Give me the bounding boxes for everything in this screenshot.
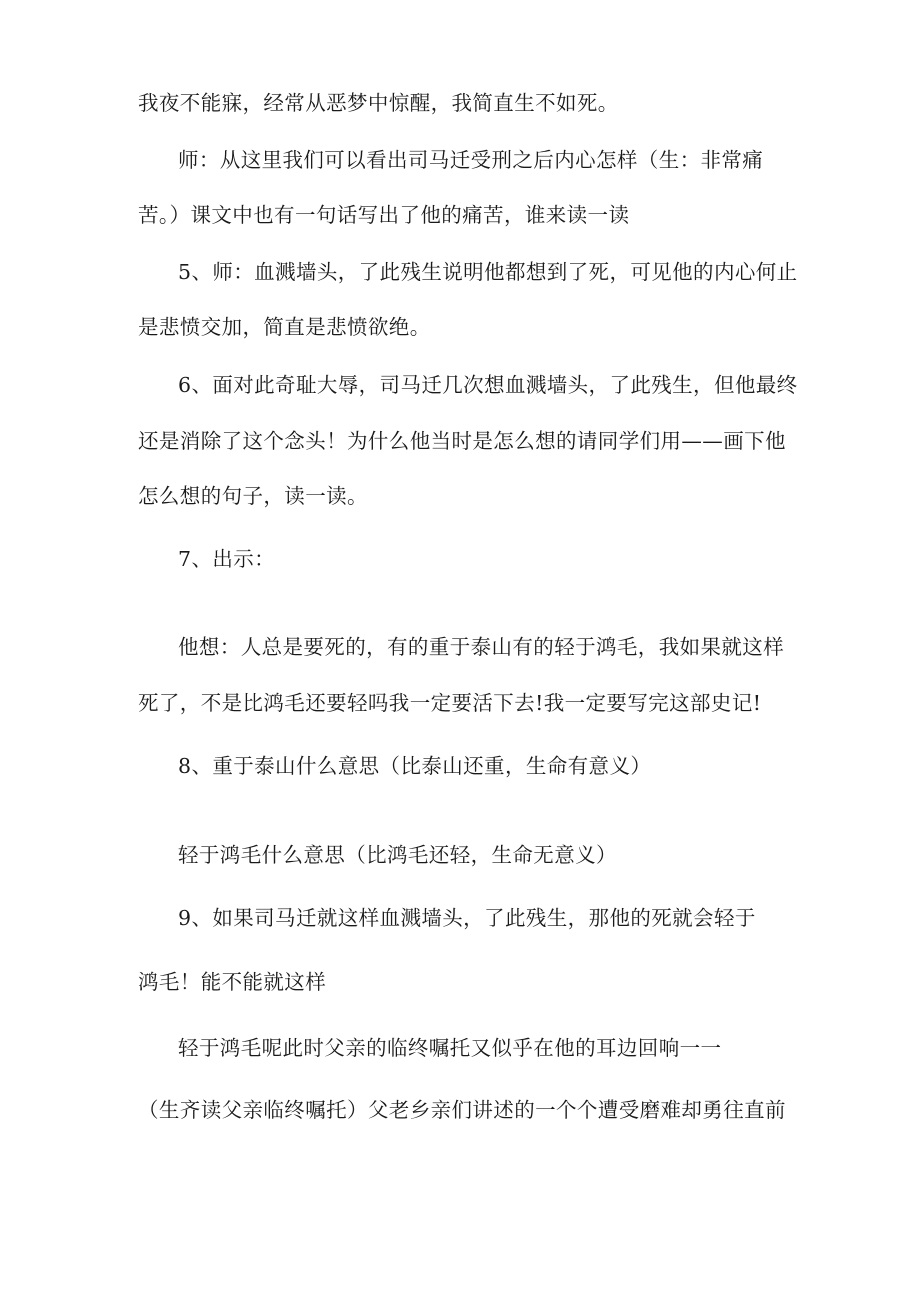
text-line: 是悲愤交加，简直是悲愤欲绝。 bbox=[138, 315, 431, 339]
text-line: 还是消除了这个念头！为什么他当时是怎么想的请同学们用——画下他 bbox=[138, 429, 786, 453]
text-line: 轻于鸿毛什么意思（比鸿毛还轻，生命无意义） bbox=[178, 843, 617, 867]
text-line: 鸿毛！能不能就这样 bbox=[138, 970, 327, 994]
text-line: 轻于鸿毛呢此时父亲的临终嘱托又似乎在他的耳边回响一一 bbox=[178, 1036, 722, 1060]
text-line: 8、重于泰山什么意思（比泰山还重，生命有意义） bbox=[178, 754, 652, 778]
text-line: 6、面对此奇耻大辱，司马迁几次想血溅墙头，了此残生，但他最终 bbox=[178, 373, 798, 397]
text-line: 7、出示： bbox=[178, 547, 276, 571]
text-line: 我夜不能寐，经常从恶梦中惊醒，我简直生不如死。 bbox=[138, 91, 619, 115]
text-line: 苦。）课文中也有一句话写出了他的痛苦，谁来读一读 bbox=[138, 203, 630, 227]
text-line: 他想：人总是要死的，有的重于泰山有的轻于鸿毛，我如果就这样 bbox=[178, 635, 785, 659]
text-line: （生齐读父亲临终嘱托）父老乡亲们讲述的一个个遭受磨难却勇往直前 bbox=[138, 1098, 786, 1122]
text-line: 怎么想的句子，读一读。 bbox=[138, 484, 368, 508]
text-line: 师：从这里我们可以看出司马迁受刑之后内心怎样（生：非常痛 bbox=[178, 148, 764, 172]
text-line: 9、如果司马迁就这样血溅墙头，了此残生，那他的死就会轻于 bbox=[178, 906, 756, 930]
text-line: 5、师：血溅墙头，了此残生说明他都想到了死，可见他的内心何止 bbox=[178, 260, 798, 284]
text-line: 死了，不是比鸿毛还要轻吗我一定要活下去!我一定要写完这部史记! bbox=[138, 691, 762, 715]
